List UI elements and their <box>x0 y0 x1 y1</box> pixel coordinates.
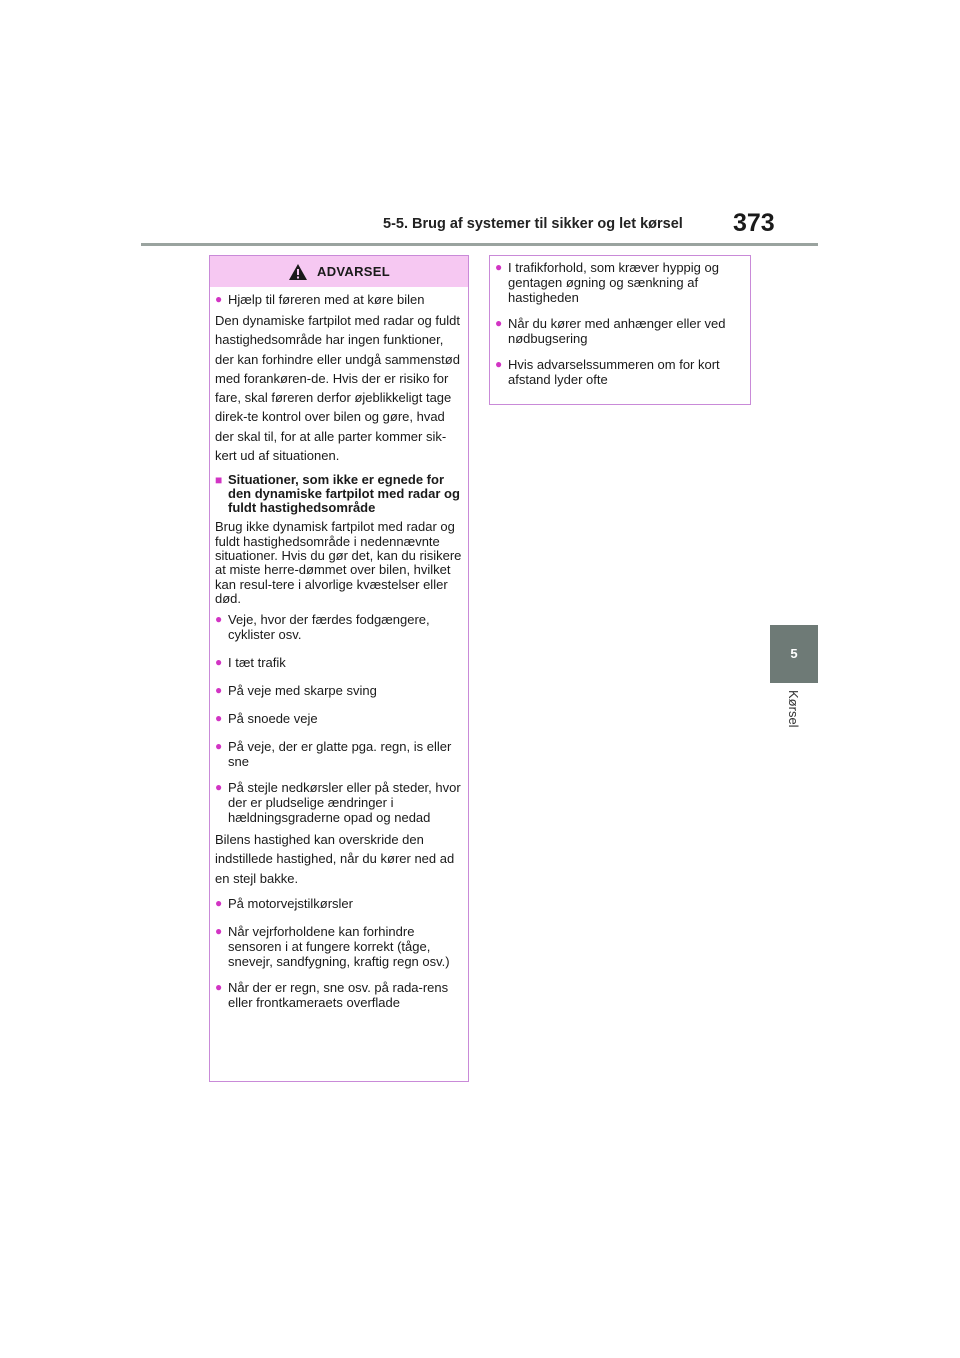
list-item: ● På veje, der er glatte pga. regn, is eller sne <box>215 739 452 770</box>
circle-bullet-icon: ● <box>215 655 223 670</box>
list-item: ● Hjælp til føreren med at køre bilen <box>215 292 425 307</box>
warning-box-continued <box>489 255 751 405</box>
circle-bullet-icon: ● <box>495 260 503 274</box>
circle-bullet-icon: ● <box>215 924 223 939</box>
list-item: ● På motorvejstilkørsler <box>215 896 353 912</box>
list-item: ● På stejle nedkørsler eller på steder, hvor der er pludselige ændringer i hældningsgraderne opad og nedad <box>215 780 461 826</box>
circle-bullet-icon: ● <box>495 357 503 371</box>
square-marker-icon: ■ <box>215 473 223 488</box>
circle-bullet-icon: ● <box>215 711 223 726</box>
list-item: ● Hvis advarselssummeren om for kort afstand lyder ofte <box>495 357 720 387</box>
circle-bullet-icon: ● <box>215 980 223 995</box>
list-item: ● I tæt trafik <box>215 655 286 671</box>
circle-bullet-icon: ● <box>215 780 223 795</box>
warning-content <box>495 260 744 387</box>
section-header-title: 5-5. Brug af systemer til sikker og let kørsel <box>383 216 683 232</box>
circle-bullet-icon: ● <box>495 316 503 330</box>
circle-bullet-icon: ● <box>215 292 223 306</box>
header-divider <box>141 243 818 246</box>
circle-bullet-icon: ● <box>215 683 223 698</box>
warning-title: ADVARSEL <box>317 264 390 279</box>
list-item: ● I trafikforhold, som kræver hyppig og gentagen øgning og sænkning af hastigheden <box>495 260 719 305</box>
list-item: ● På snoede veje <box>215 711 318 727</box>
warning-header <box>210 256 468 287</box>
warning-paragraph: Bilens hastighed kan overskride den indstillede hastighed, når du kører ned ad en stejl bakke. <box>215 832 455 886</box>
list-item: ● På veje med skarpe sving <box>215 683 377 699</box>
list-item: ● Når der er regn, sne osv. på rada-rens eller frontkameraets overflade <box>215 980 449 1011</box>
circle-bullet-icon: ● <box>215 739 223 754</box>
list-item: ● Når du kører med anhænger eller ved nødbugsering <box>495 316 726 346</box>
list-item: ● Veje, hvor der færdes fodgængere, cyklister osv. <box>215 612 430 643</box>
list-item: ● Når vejrforholdene kan forhindre sensoren i at fungere korrekt (tåge, snevejr, sandfygning, kraftig regn osv.) <box>215 924 450 970</box>
warning-content <box>215 287 462 1010</box>
circle-bullet-icon: ● <box>215 612 223 627</box>
page-number: 373 <box>733 209 775 237</box>
warning-paragraph: Brug ikke dynamisk fartpilot med radar og fuldt hastighedsområde i nedennævnte situationer. Hvis du gør det, kan du risikere at miste herre-dømmet over bilen, hvilket kan resul-tere i alvorlige kvæstelser eller død. <box>215 519 462 606</box>
section-heading: ■ Situationer, som ikke er egnede for den dynamiske fartpilot med radar og fuldt hastighedsområde <box>215 472 460 516</box>
warning-paragraph: Den dynamiske fartpilot med radar og fuldt hastighedsområde har ingen funktioner, der kan forhindre eller undgå sammenstød med forankøren-de. Hvis der er risiko for fare, skal føreren derfor øjeblikkeligt tage direk-te kontrol over bilen og gøre, hvad der skal til, for at alle parter kommer sik-kert ud af situationen. <box>215 313 460 464</box>
chapter-tab[interactable]: 5 <box>770 625 818 683</box>
warning-triangle-icon <box>288 263 308 281</box>
chapter-label: Kørsel <box>786 690 801 728</box>
circle-bullet-icon: ● <box>215 896 223 911</box>
warning-box <box>209 255 469 1082</box>
